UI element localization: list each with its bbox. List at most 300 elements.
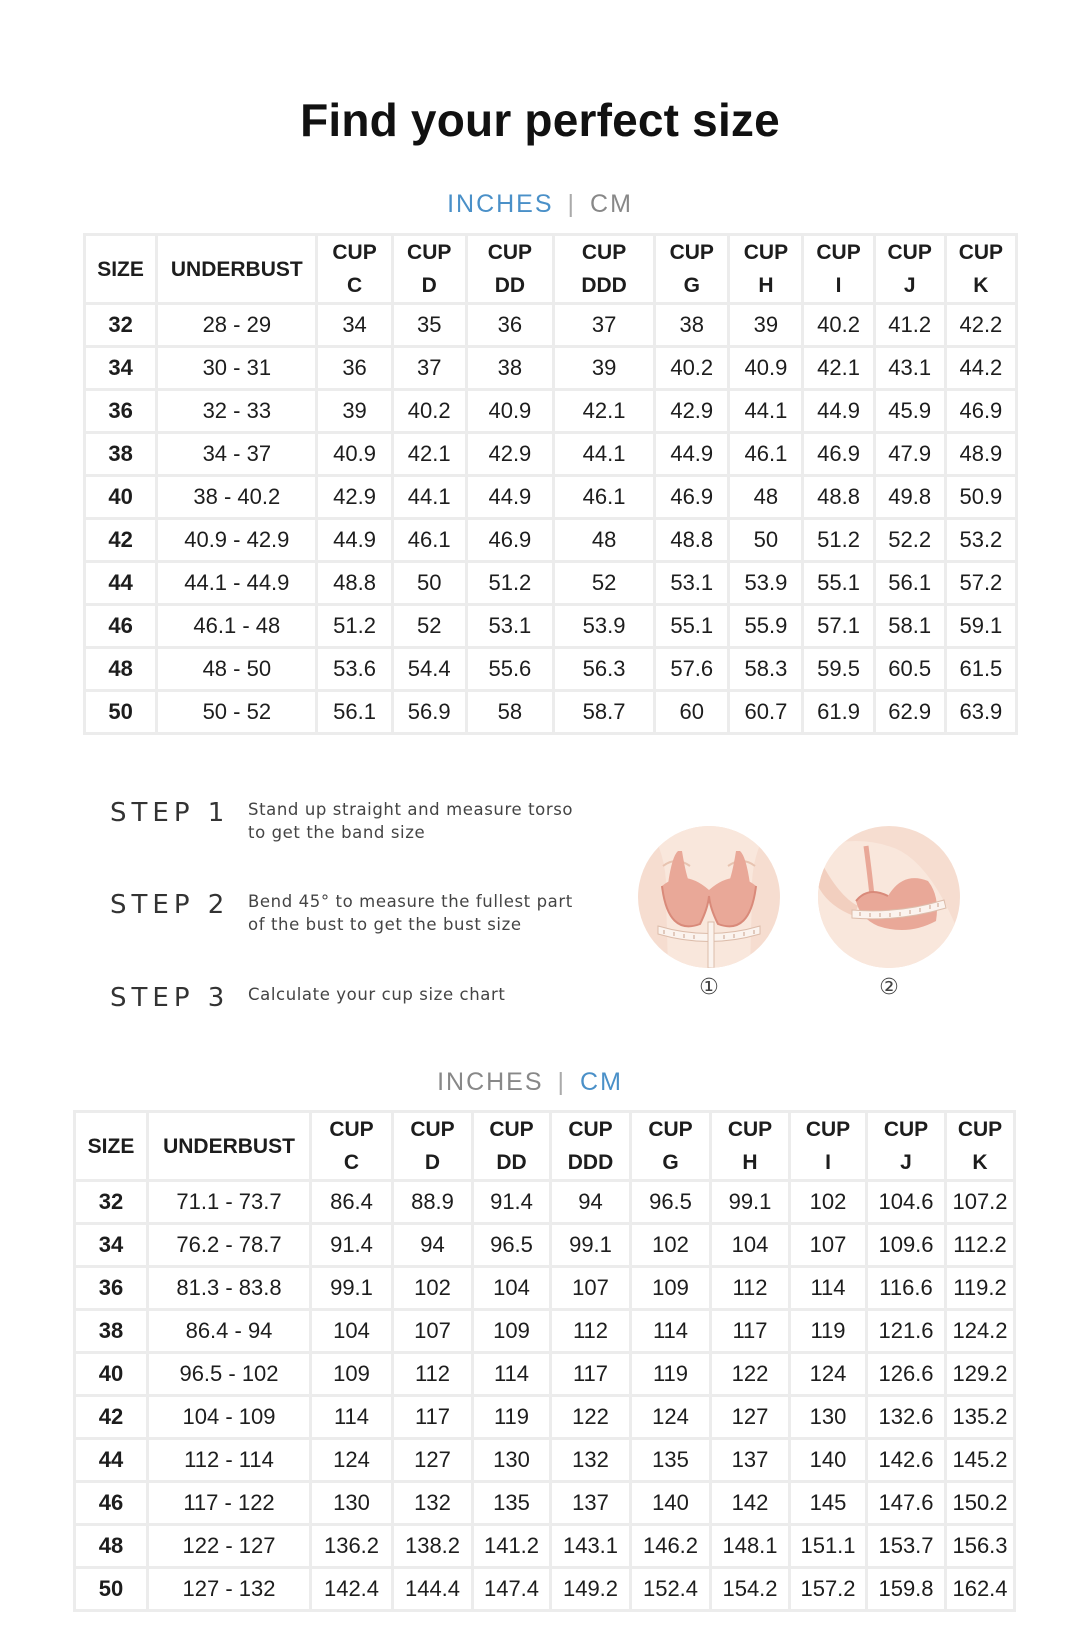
table-row [75, 1525, 1015, 1568]
cup-value-cell: 55.6 [466, 648, 553, 691]
cup-value-cell: 96.5 [473, 1224, 551, 1267]
cup-column-header [393, 1112, 473, 1181]
cup-prefix: CUP [669, 241, 714, 264]
cup-value-cell: 135 [473, 1482, 551, 1525]
cup-letter: G [683, 274, 700, 297]
cup-value-cell: 141.2 [473, 1525, 551, 1568]
size-cell: 38 [85, 433, 157, 476]
cup-value-cell: 104 [473, 1267, 551, 1310]
cup-value-cell: 43.1 [874, 347, 945, 390]
table-header-row [85, 235, 1017, 304]
cup-value-cell: 132.6 [867, 1396, 946, 1439]
cup-value-cell: 34 [317, 304, 392, 347]
cup-value-cell: 144.4 [393, 1568, 473, 1611]
cup-value-cell: 116.6 [867, 1267, 946, 1310]
table-row [75, 1439, 1015, 1482]
cup-prefix: CUP [487, 241, 533, 264]
cup-value-cell: 142.6 [867, 1439, 946, 1482]
size-cell: 50 [75, 1568, 148, 1611]
cm-size-table [73, 1110, 1016, 1612]
cup-column-header [946, 1112, 1015, 1181]
cup-value-cell: 56.1 [317, 691, 392, 734]
cup-value-cell: 47.9 [874, 433, 945, 476]
cup-value-cell: 54.4 [392, 648, 466, 691]
toggle-separator: | [567, 190, 577, 218]
cup-column-header [551, 1112, 631, 1181]
underbust-cell: 28 - 29 [157, 304, 317, 347]
cup-value-cell: 63.9 [945, 691, 1016, 734]
cup-value-cell: 157.2 [790, 1568, 867, 1611]
table-row [85, 304, 1017, 347]
cup-value-cell: 104 [311, 1310, 393, 1353]
cup-value-cell: 112 [551, 1310, 631, 1353]
cup-letter: G [662, 1151, 679, 1174]
cup-value-cell: 127 [393, 1439, 473, 1482]
cup-prefix: CUP [887, 241, 932, 264]
cup-value-cell: 44.1 [392, 476, 466, 519]
cup-value-cell: 86.4 [311, 1181, 393, 1224]
cup-column-header [311, 1112, 393, 1181]
cup-value-cell: 46.1 [553, 476, 654, 519]
cup-value-cell: 48.8 [803, 476, 874, 519]
cup-value-cell: 109 [631, 1267, 711, 1310]
cup-value-cell: 148.1 [711, 1525, 790, 1568]
size-cell: 40 [75, 1353, 148, 1396]
cup-value-cell: 156.3 [946, 1525, 1015, 1568]
cup-value-cell: 60.5 [874, 648, 945, 691]
cup-value-cell: 52 [392, 605, 466, 648]
underbust-cell: 81.3 - 83.8 [148, 1267, 311, 1310]
cup-prefix: CUP [581, 241, 627, 264]
underbust-cell: 76.2 - 78.7 [148, 1224, 311, 1267]
cup-value-cell: 121.6 [867, 1310, 946, 1353]
cup-value-cell: 51.2 [466, 562, 553, 605]
cup-value-cell: 56.1 [874, 562, 945, 605]
underbust-cell: 44.1 - 44.9 [157, 562, 317, 605]
cup-value-cell: 50 [729, 519, 803, 562]
underbust-cell: 127 - 132 [148, 1568, 311, 1611]
cup-value-cell: 45.9 [874, 390, 945, 433]
cup-value-cell: 124.2 [946, 1310, 1015, 1353]
cup-value-cell: 99.1 [551, 1224, 631, 1267]
cup-value-cell: 48 [729, 476, 803, 519]
cup-letter: J [900, 1151, 912, 1174]
size-cell: 48 [85, 648, 157, 691]
underbust-cell: 117 - 122 [148, 1482, 311, 1525]
cup-value-cell: 145.2 [946, 1439, 1015, 1482]
cup-value-cell: 44.9 [655, 433, 729, 476]
cup-value-cell: 147.4 [473, 1568, 551, 1611]
cup-value-cell: 42.2 [945, 304, 1016, 347]
cup-value-cell: 137 [551, 1482, 631, 1525]
cup-value-cell: 154.2 [711, 1568, 790, 1611]
underbust-cell: 40.9 - 42.9 [157, 519, 317, 562]
cup-prefix: CUP [743, 241, 789, 264]
measure-band-illustration-icon [638, 826, 780, 968]
cup-value-cell: 38 [655, 304, 729, 347]
cup-value-cell: 99.1 [311, 1267, 393, 1310]
cup-value-cell: 153.7 [867, 1525, 946, 1568]
cup-value-cell: 147.6 [867, 1482, 946, 1525]
cup-value-cell: 42.9 [466, 433, 553, 476]
underbust-cell: 86.4 - 94 [148, 1310, 311, 1353]
size-column-header: SIZE [75, 1112, 148, 1181]
cup-letter: D [421, 274, 437, 297]
cup-letter: J [903, 274, 916, 297]
cup-value-cell: 135.2 [946, 1396, 1015, 1439]
cup-value-cell: 44.1 [553, 433, 654, 476]
cup-value-cell: 60 [655, 691, 729, 734]
cup-value-cell: 44.1 [729, 390, 803, 433]
table-row [85, 648, 1017, 691]
cup-prefix: CUP [816, 241, 861, 264]
cup-prefix: CUP [407, 241, 452, 264]
cup-value-cell: 39 [729, 304, 803, 347]
underbust-column-header: UNDERBUST [157, 235, 317, 304]
cup-value-cell: 39 [317, 390, 392, 433]
cup-value-cell: 40.2 [392, 390, 466, 433]
table-body [85, 304, 1017, 734]
size-cell: 40 [85, 476, 157, 519]
underbust-cell: 71.1 - 73.7 [148, 1181, 311, 1224]
cup-column-header [874, 235, 945, 304]
cup-value-cell: 44.9 [803, 390, 874, 433]
cup-value-cell: 162.4 [946, 1568, 1015, 1611]
cup-column-header [711, 1112, 790, 1181]
cup-prefix: CUP [958, 241, 1004, 264]
cup-value-cell: 124 [790, 1353, 867, 1396]
inches-toggle[interactable]: INCHES [437, 1068, 544, 1096]
cup-value-cell: 136.2 [311, 1525, 393, 1568]
cup-prefix: CUP [805, 1118, 851, 1141]
cup-letter: I [825, 1151, 831, 1174]
cup-value-cell: 114 [790, 1267, 867, 1310]
table-row [85, 433, 1017, 476]
cup-value-cell: 42.1 [803, 347, 874, 390]
cup-value-cell: 60.7 [729, 691, 803, 734]
cup-letter: K [973, 274, 989, 297]
step-description: Calculate your cup size chart [248, 985, 506, 1004]
cup-value-cell: 107 [551, 1267, 631, 1310]
cup-value-cell: 117 [393, 1396, 473, 1439]
cup-value-cell: 58.7 [553, 691, 654, 734]
cup-value-cell: 146.2 [631, 1525, 711, 1568]
underbust-cell: 46.1 - 48 [157, 605, 317, 648]
cup-prefix: CUP [489, 1118, 534, 1141]
cup-letter: H [742, 1151, 758, 1174]
cup-value-cell: 40.2 [655, 347, 729, 390]
cm-toggle[interactable]: CM [590, 190, 633, 218]
cup-value-cell: 151.1 [790, 1525, 867, 1568]
cup-prefix: CUP [883, 1118, 929, 1141]
table-row [75, 1224, 1015, 1267]
cup-value-cell: 127 [711, 1396, 790, 1439]
cup-letter: C [346, 274, 363, 297]
table-row [75, 1310, 1015, 1353]
underbust-cell: 50 - 52 [157, 691, 317, 734]
underbust-cell: 30 - 31 [157, 347, 317, 390]
cup-value-cell: 145 [790, 1482, 867, 1525]
cup-letter: DD [494, 274, 526, 297]
cup-value-cell: 61.5 [945, 648, 1016, 691]
cup-value-cell: 46.9 [945, 390, 1016, 433]
cup-value-cell: 150.2 [946, 1482, 1015, 1525]
cup-value-cell: 44.2 [945, 347, 1016, 390]
cup-value-cell: 40.9 [729, 347, 803, 390]
cup-value-cell: 50.9 [945, 476, 1016, 519]
toggle-separator: | [557, 1068, 567, 1096]
cup-value-cell: 109 [473, 1310, 551, 1353]
size-column-header: SIZE [85, 235, 157, 304]
cup-value-cell: 53.9 [553, 605, 654, 648]
cup-value-cell: 48.9 [945, 433, 1016, 476]
cup-value-cell: 44.9 [317, 519, 392, 562]
size-cell: 38 [75, 1310, 148, 1353]
size-cell: 34 [75, 1224, 148, 1267]
cup-value-cell: 35 [392, 304, 466, 347]
cup-value-cell: 91.4 [311, 1224, 393, 1267]
cup-value-cell: 36 [317, 347, 392, 390]
size-cell: 32 [75, 1181, 148, 1224]
cup-value-cell: 102 [393, 1267, 473, 1310]
cup-letter: DDD [567, 1151, 614, 1174]
cup-value-cell: 119.2 [946, 1267, 1015, 1310]
size-cell: 42 [75, 1396, 148, 1439]
cup-value-cell: 91.4 [473, 1181, 551, 1224]
cup-value-cell: 52 [553, 562, 654, 605]
cup-value-cell: 48.8 [317, 562, 392, 605]
cup-value-cell: 59.5 [803, 648, 874, 691]
table-body [75, 1181, 1015, 1611]
size-cell: 46 [85, 605, 157, 648]
cup-value-cell: 107 [393, 1310, 473, 1353]
cup-column-header [803, 235, 874, 304]
underbust-cell: 112 - 114 [148, 1439, 311, 1482]
cup-value-cell: 53.2 [945, 519, 1016, 562]
cup-value-cell: 59.1 [945, 605, 1016, 648]
cup-value-cell: 58 [466, 691, 553, 734]
cup-value-cell: 57.6 [655, 648, 729, 691]
table-row [85, 390, 1017, 433]
cup-value-cell: 42.1 [392, 433, 466, 476]
size-cell: 46 [75, 1482, 148, 1525]
cup-value-cell: 41.2 [874, 304, 945, 347]
cup-value-cell: 51.2 [317, 605, 392, 648]
cup-value-cell: 140 [790, 1439, 867, 1482]
cup-value-cell: 51.2 [803, 519, 874, 562]
inches-toggle[interactable]: INCHES [447, 190, 554, 218]
cup-letter: K [972, 1151, 988, 1174]
cup-value-cell: 99.1 [711, 1181, 790, 1224]
table-row [85, 476, 1017, 519]
cup-column-header [473, 1112, 551, 1181]
cup-column-header [945, 235, 1016, 304]
cup-value-cell: 124 [631, 1396, 711, 1439]
cup-value-cell: 44.9 [466, 476, 553, 519]
cup-value-cell: 104.6 [867, 1181, 946, 1224]
cup-value-cell: 104 [711, 1224, 790, 1267]
size-cell: 36 [85, 390, 157, 433]
cup-value-cell: 143.1 [551, 1525, 631, 1568]
cup-value-cell: 53.1 [466, 605, 553, 648]
cup-value-cell: 37 [553, 304, 654, 347]
step-description: Bend 45° to measure the fullest part of the bust to get the bust size [248, 892, 573, 934]
step-label: STEP 2 [110, 890, 230, 920]
cup-value-cell: 42.9 [655, 390, 729, 433]
cup-value-cell: 130 [311, 1482, 393, 1525]
cup-value-cell: 117 [711, 1310, 790, 1353]
cup-value-cell: 126.6 [867, 1353, 946, 1396]
underbust-cell: 32 - 33 [157, 390, 317, 433]
size-cell: 50 [85, 691, 157, 734]
cup-value-cell: 122 [551, 1396, 631, 1439]
cup-prefix: CUP [568, 1118, 613, 1141]
cup-value-cell: 94 [551, 1181, 631, 1224]
illustration-caption-1: ① [699, 975, 719, 1000]
size-cell: 34 [85, 347, 157, 390]
cup-value-cell: 149.2 [551, 1568, 631, 1611]
cup-column-header [466, 235, 553, 304]
cup-value-cell: 55.9 [729, 605, 803, 648]
cup-value-cell: 36 [466, 304, 553, 347]
size-cell: 48 [75, 1525, 148, 1568]
cup-value-cell: 94 [393, 1224, 473, 1267]
cup-value-cell: 42.1 [553, 390, 654, 433]
cup-value-cell: 57.1 [803, 605, 874, 648]
cup-value-cell: 52.2 [874, 519, 945, 562]
table-row [85, 605, 1017, 648]
cup-value-cell: 119 [473, 1396, 551, 1439]
cup-value-cell: 58.3 [729, 648, 803, 691]
cup-value-cell: 88.9 [393, 1181, 473, 1224]
cup-column-header [655, 235, 729, 304]
cup-value-cell: 46.9 [466, 519, 553, 562]
cup-prefix: CUP [332, 241, 377, 264]
table-row [85, 519, 1017, 562]
cup-column-header [790, 1112, 867, 1181]
underbust-cell: 122 - 127 [148, 1525, 311, 1568]
underbust-cell: 34 - 37 [157, 433, 317, 476]
cm-toggle[interactable]: CM [580, 1068, 623, 1096]
table-row [75, 1482, 1015, 1525]
underbust-cell: 48 - 50 [157, 648, 317, 691]
table-row [75, 1568, 1015, 1611]
cup-prefix: CUP [648, 1118, 693, 1141]
cup-value-cell: 140 [631, 1482, 711, 1525]
step-description: Stand up straight and measure torso to get the band size [248, 800, 574, 842]
underbust-cell: 104 - 109 [148, 1396, 311, 1439]
step-label: STEP 3 [110, 983, 230, 1013]
cup-value-cell: 56.9 [392, 691, 466, 734]
cup-value-cell: 130 [790, 1396, 867, 1439]
table-row [75, 1396, 1015, 1439]
cup-value-cell: 46.9 [803, 433, 874, 476]
table-header-row [75, 1112, 1015, 1181]
unit-toggle-bottom [0, 1068, 1070, 1097]
cup-value-cell: 55.1 [803, 562, 874, 605]
cup-letter: H [758, 274, 774, 297]
size-cell: 42 [85, 519, 157, 562]
cup-value-cell: 53.6 [317, 648, 392, 691]
cup-value-cell: 122 [711, 1353, 790, 1396]
cup-value-cell: 142 [711, 1482, 790, 1525]
size-cell: 32 [85, 304, 157, 347]
underbust-cell: 96.5 - 102 [148, 1353, 311, 1396]
cup-value-cell: 50 [392, 562, 466, 605]
table-row [75, 1181, 1015, 1224]
table-row [85, 691, 1017, 734]
cup-value-cell: 96.5 [631, 1181, 711, 1224]
cup-value-cell: 112.2 [946, 1224, 1015, 1267]
cup-value-cell: 48 [553, 519, 654, 562]
cup-column-header [631, 1112, 711, 1181]
cup-value-cell: 129.2 [946, 1353, 1015, 1396]
cup-value-cell: 109.6 [867, 1224, 946, 1267]
cup-value-cell: 114 [631, 1310, 711, 1353]
table-row [85, 347, 1017, 390]
cup-value-cell: 46.9 [655, 476, 729, 519]
cup-value-cell: 102 [790, 1181, 867, 1224]
cup-column-header [729, 235, 803, 304]
cup-value-cell: 114 [311, 1396, 393, 1439]
cup-value-cell: 124 [311, 1439, 393, 1482]
cup-value-cell: 119 [790, 1310, 867, 1353]
cup-value-cell: 55.1 [655, 605, 729, 648]
cup-value-cell: 112 [711, 1267, 790, 1310]
cup-value-cell: 56.3 [553, 648, 654, 691]
cup-value-cell: 117 [551, 1353, 631, 1396]
cup-value-cell: 53.9 [729, 562, 803, 605]
size-cell: 44 [75, 1439, 148, 1482]
cup-column-header [553, 235, 654, 304]
unit-toggle-top [0, 190, 1080, 219]
cup-value-cell: 119 [631, 1353, 711, 1396]
cup-value-cell: 48.8 [655, 519, 729, 562]
cup-prefix: CUP [727, 1118, 773, 1141]
cup-column-header [317, 235, 392, 304]
cup-value-cell: 39 [553, 347, 654, 390]
cup-value-cell: 38 [466, 347, 553, 390]
table-row [75, 1353, 1015, 1396]
cup-value-cell: 57.2 [945, 562, 1016, 605]
cup-value-cell: 137 [711, 1439, 790, 1482]
cup-value-cell: 49.8 [874, 476, 945, 519]
cup-value-cell: 130 [473, 1439, 551, 1482]
step-label: STEP 1 [110, 798, 230, 828]
cup-value-cell: 40.2 [803, 304, 874, 347]
cup-value-cell: 135 [631, 1439, 711, 1482]
cup-value-cell: 42.9 [317, 476, 392, 519]
inches-size-table [83, 233, 1018, 735]
cup-value-cell: 107.2 [946, 1181, 1015, 1224]
cup-value-cell: 107 [790, 1224, 867, 1267]
cup-letter: DDD [581, 274, 627, 297]
cup-value-cell: 102 [631, 1224, 711, 1267]
cup-value-cell: 46.1 [729, 433, 803, 476]
cup-value-cell: 152.4 [631, 1568, 711, 1611]
cup-prefix: CUP [957, 1118, 1003, 1141]
cup-value-cell: 132 [551, 1439, 631, 1482]
cup-letter: D [424, 1151, 441, 1174]
underbust-cell: 38 - 40.2 [157, 476, 317, 519]
cup-value-cell: 58.1 [874, 605, 945, 648]
cup-value-cell: 61.9 [803, 691, 874, 734]
underbust-column-header: UNDERBUST [148, 1112, 311, 1181]
cup-value-cell: 114 [473, 1353, 551, 1396]
cup-prefix: CUP [410, 1118, 455, 1141]
cup-value-cell: 40.9 [317, 433, 392, 476]
measure-bust-illustration-icon [818, 826, 960, 968]
